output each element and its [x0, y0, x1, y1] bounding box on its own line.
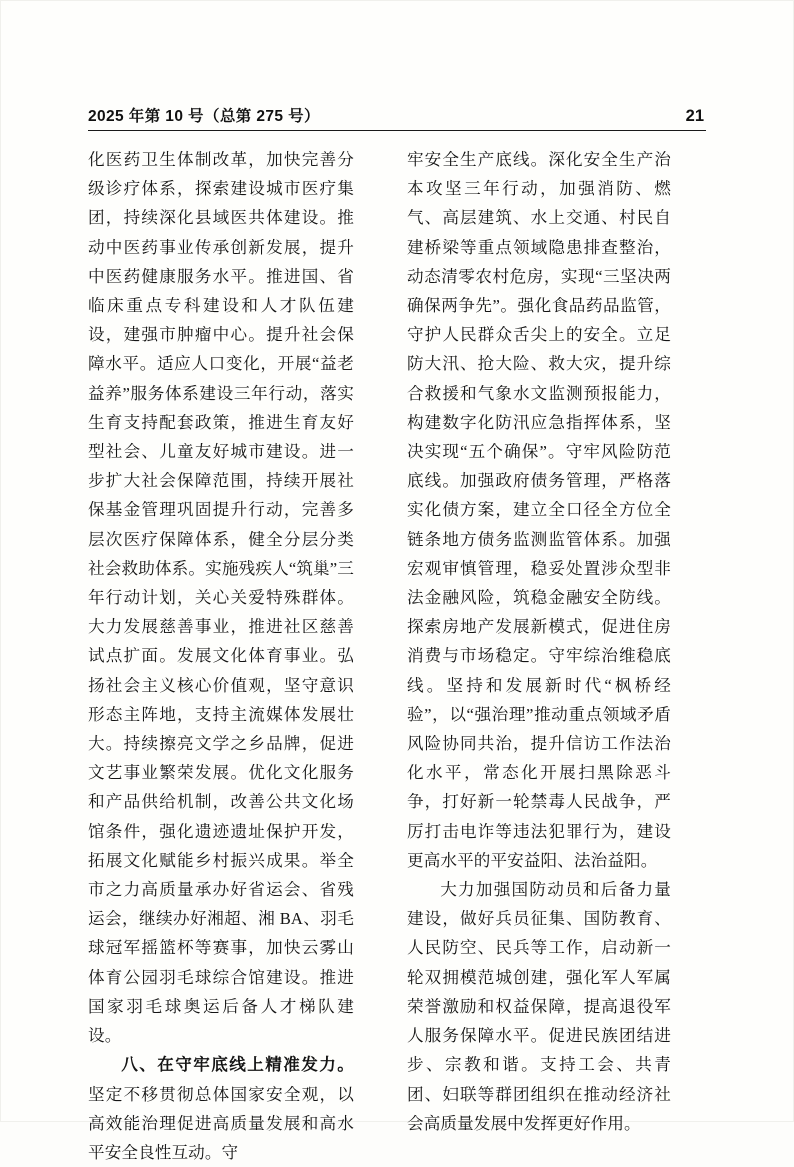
left-paragraph-2 — [88, 1050, 354, 1167]
right-paragraph-2: 大力加强国防动员和后备力量建设，做好兵员征集、国防教育、人民防空、民兵等工作，启动新一轮双拥模范城创建，强化军人军属荣誉激励和权益保障，提高退役军人服务保障水平。促进民族团结进步、宗教和谐。支持工会、共青团、妇联等群团组织在推动经济社会高质量发展中发挥更好作用。 — [407, 880, 671, 1133]
column-gutter — [379, 145, 380, 1167]
header-issue-label: 2025 年第 10 号（总第 275 号） — [88, 108, 320, 125]
page-header — [88, 104, 706, 131]
two-column-body — [88, 145, 706, 1167]
page-number: 21 — [685, 107, 704, 125]
section-heading-eight: 八、在守牢底线上精准发力。 — [121, 1055, 354, 1075]
left-paragraph-2-text: 坚定不移贯彻总体国家安全观，以高效能治理促进高质量发展和高水平安全良性互动。守 — [88, 1084, 354, 1162]
right-paragraph-1: 牢安全生产底线。深化安全生产治本攻坚三年行动，加强消防、燃气、高层建筑、水上交通、村民自建桥梁等重点领域隐患排查整治，动态清零农村危房，实现“三坚决两确保两争先”。强化食品药品监管，守护人民群众舌尖上的安全。立足防大汛、抢大险、救大灾，提升综合救援和气象水文监测预报能力，构建数字化防汛应急指挥体系，坚决实现“五个确保”。守牢风险防范底线。加强政府债务管理，严格落实化债方案，建立全口径全方位全链条地方债务监测监管体系。加强宏观审慎管理，稳妥处置涉众型非法金融风险，筑稳金融安全防线。探索房地产发展新模式，促进住房消费与市场稳定。守牢综治维稳底线。坚持和发展新时代“枫桥经验”，以“强治理”推动重点领域矛盾风险协同共治，提升信访工作法治化水平，常态化开展扫黑除恶斗争，打好新一轮禁毒人民战争，严厉打击电诈等违法犯罪行为，建设更高水平的平安益阳、法治益阳。 — [407, 150, 671, 870]
left-column — [88, 145, 370, 1167]
right-column — [389, 145, 671, 1167]
page-content — [88, 104, 706, 1167]
left-paragraph-1: 化医药卫生体制改革，加快完善分级诊疗体系，探索建设城市医疗集团，持续深化县域医共体建设。推动中医药事业传承创新发展，提升中医药健康服务水平。推进国、省临床重点专科建设和人才队伍建设，建强市肿瘤中心。提升社会保障水平。适应人口变化，开展“益老益养”服务体系建设三年行动，落实生育支持配套政策，推进生育友好型社会、儿童友好城市建设。进一步扩大社会保障范围，持续开展社保基金管理巩固提升行动，完善多层次医疗保障体系，健全分层分类社会救助体系。实施残疾人“筑巢”三年行动计划，关心关爱特殊群体。大力发展慈善事业，推进社区慈善试点扩面。发展文化体育事业。弘扬社会主义核心价值观，坚守意识形态主阵地，支持主流媒体发展壮大。持续擦亮文学之乡品牌，促进文艺事业繁荣发展。优化文化服务和产品供给机制，改善公共文化场馆条件，强化遗迹遗址保护开发，拓展文化赋能乡村振兴成果。举全市之力高质量承办好省运会、省残运会，继续办好湘超、湘 BA、羽毛球冠军摇篮杯等赛事，加快云雾山体育公园羽毛球综合馆建设。推进国家羽毛球奥运后备人才梯队建设。 — [88, 150, 354, 1046]
